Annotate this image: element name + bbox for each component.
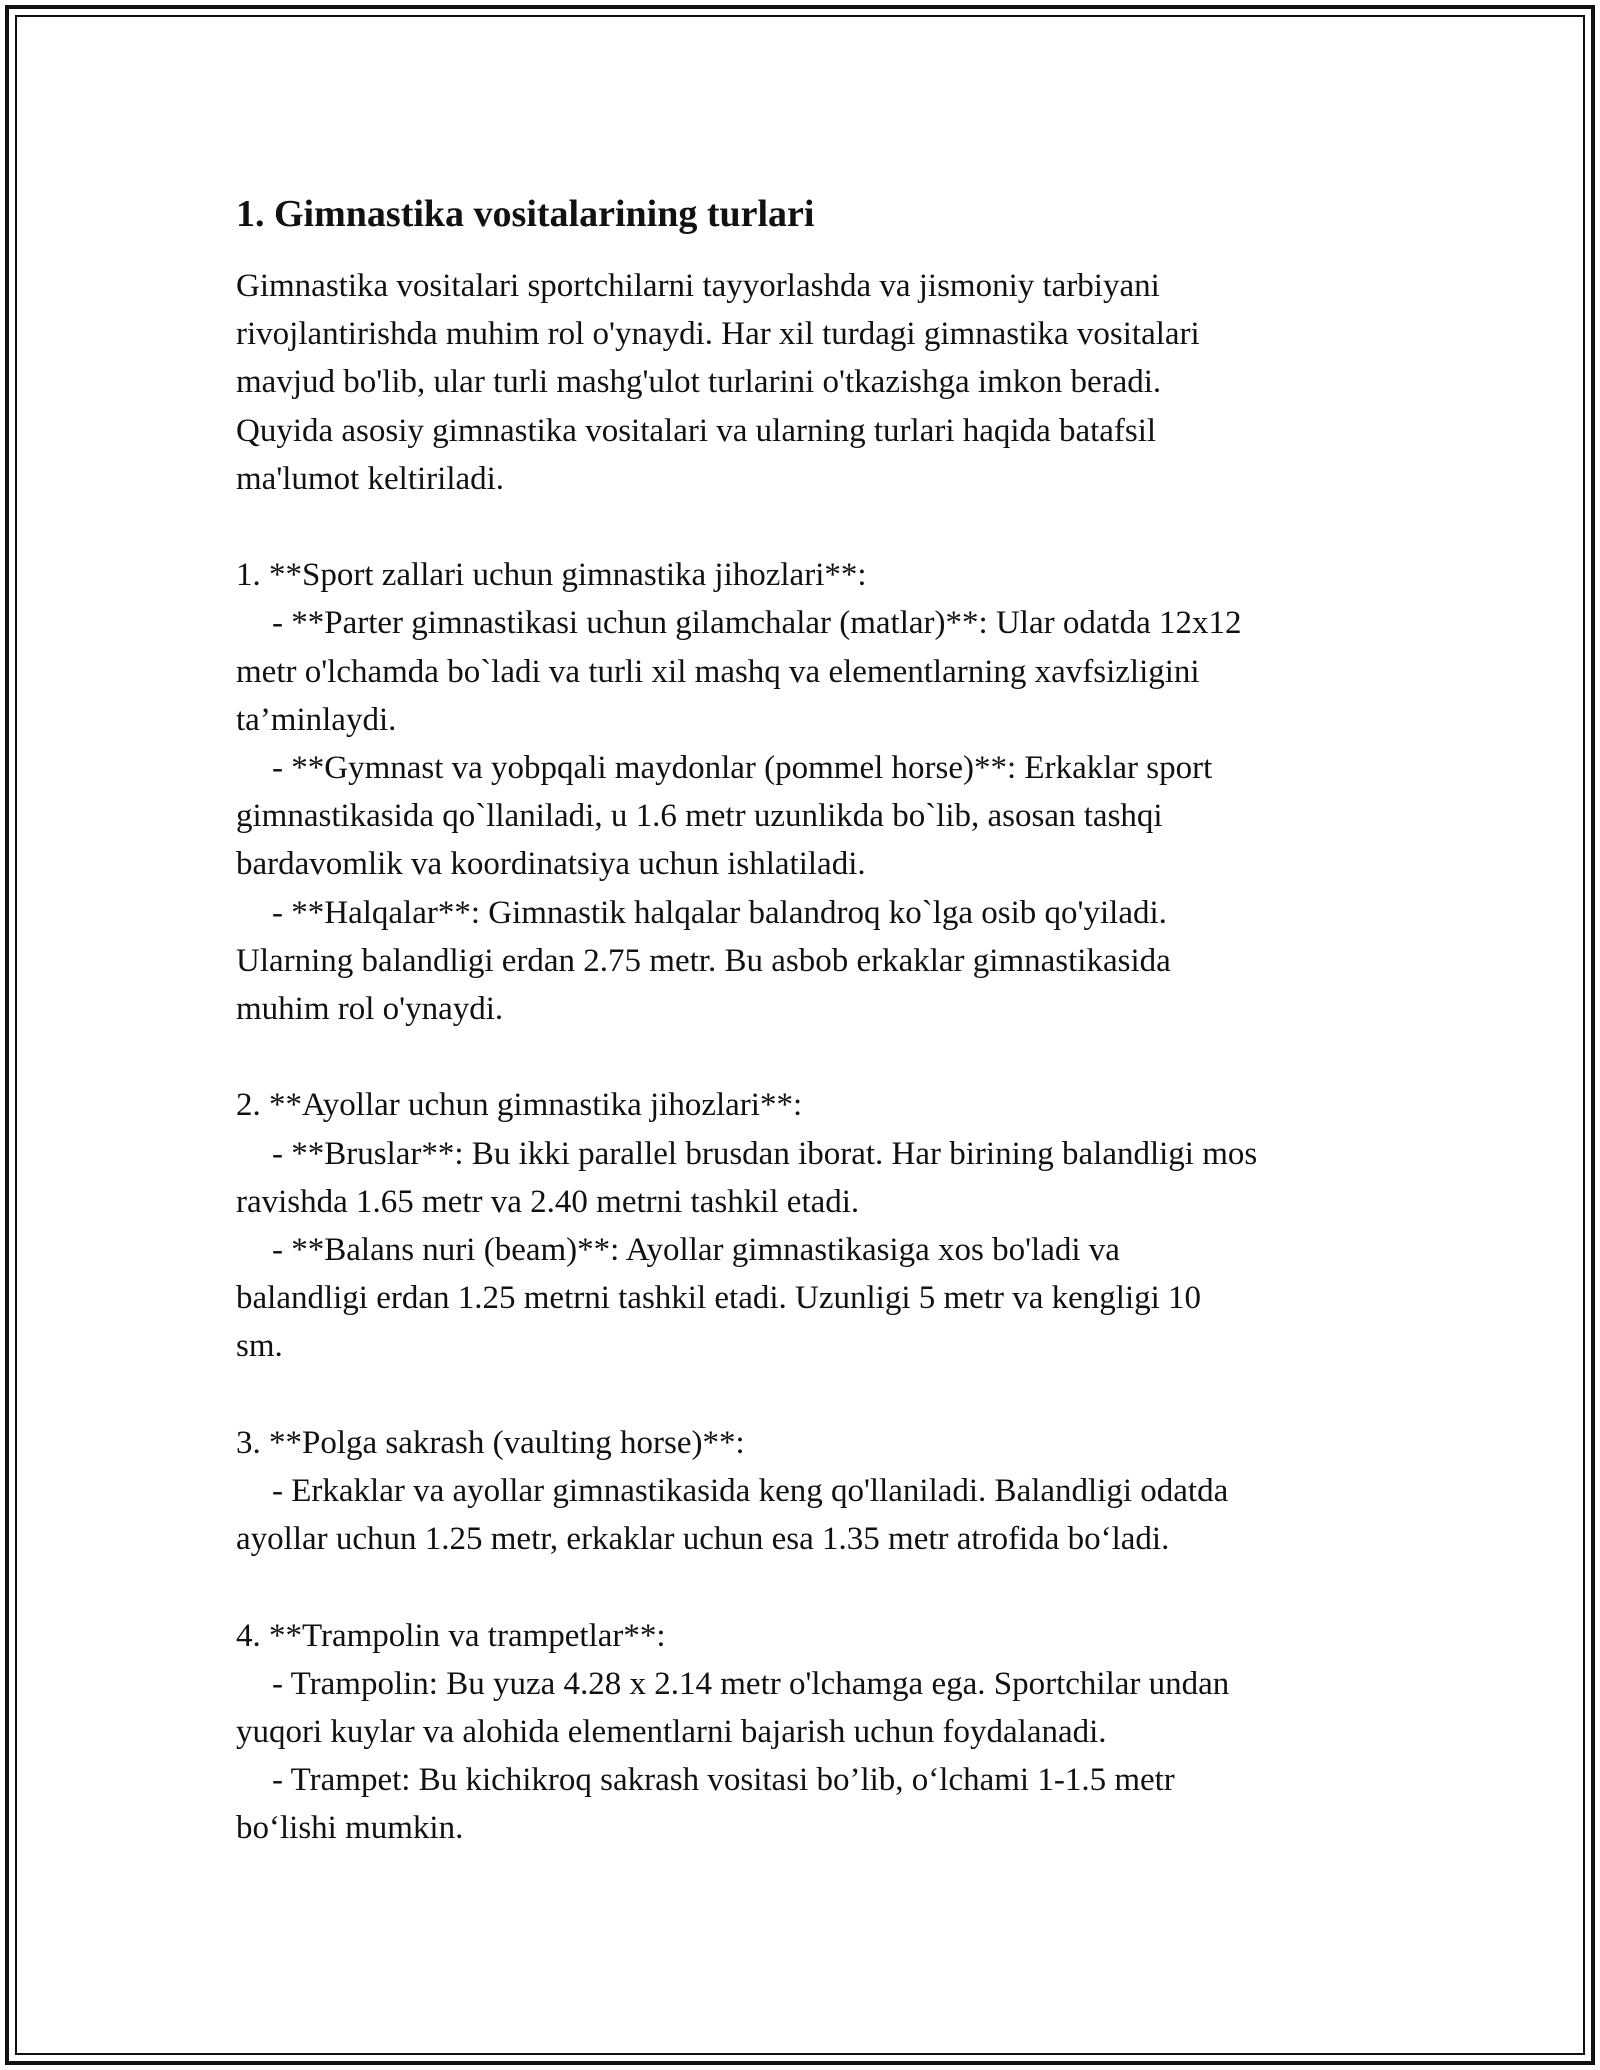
list-item-text: Ularning balandligi erdan 2.75 metr. Bu asbob erkaklar gimnastikasida	[236, 942, 1171, 979]
list-item-text: yuqori kuylar va alohida elementlarni bajarish uchun foydalanadi.	[236, 1714, 1107, 1751]
list-item-text: - **Balans nuri (beam)**: Ayollar gimnastikasiga xos bo'ladi va	[272, 1232, 1120, 1269]
section-title: 1. **Sport zallari uchun gimnastika jihozlari**:	[236, 557, 867, 594]
list-item	[236, 599, 1386, 744]
list-item-text: - **Halqalar**: Gimnastik halqalar balandroq ko`lga osib qo'yiladi.	[272, 894, 1167, 931]
list-item-text: muhim rol o'ynaydi.	[236, 991, 504, 1028]
list-item-text: - **Gymnast va yobpqali maydonlar (pommel horse)**: Erkaklar sport	[272, 750, 1213, 787]
list-item-text: gimnastikasida qo`llaniladi, u 1.6 metr uzunlikda bo`lib, asosan tashqi	[236, 798, 1163, 835]
intro-line: ma'lumot keltiriladi.	[236, 460, 505, 497]
list-item-text: ayollar uchun 1.25 metr, erkaklar uchun esa 1.35 metr atrofida bo‘ladi.	[236, 1521, 1170, 1558]
paragraph-gap	[236, 1033, 1386, 1081]
intro-line: Gimnastika vositalari sportchilarni tayyorlashda va jismoniy tarbiyani	[236, 268, 1160, 304]
list-item	[236, 889, 1386, 1034]
section-sport-halls	[236, 551, 1386, 1033]
paragraph-gap	[236, 1563, 1386, 1611]
list-item-text: - **Bruslar**: Bu ikki parallel brusdan iborat. Har birining balandligi mos	[272, 1135, 1258, 1172]
intro-paragraph	[236, 262, 1386, 503]
intro-line: rivojlantirishda muhim rol o'ynaydi. Har xil turdagi gimnastika vositalari	[236, 316, 1200, 353]
section-title: 4. **Trampolin va trampetlar**:	[236, 1617, 666, 1654]
list-item-text: bardavomlik va koordinatsiya uchun ishlatiladi.	[236, 846, 866, 883]
section-women-equipment	[236, 1081, 1386, 1370]
list-item	[236, 1130, 1386, 1226]
intro-line: Quyida asosiy gimnastika vositalari va ularning turlari haqida batafsil	[236, 412, 1157, 449]
list-item	[236, 1467, 1386, 1563]
document-body	[236, 188, 1386, 1853]
list-item-text: - **Parter gimnastikasi uchun gilamchalar (matlar)**: Ular odatda 12x12	[272, 605, 1242, 642]
list-item	[236, 1660, 1386, 1756]
paragraph-gap	[236, 1371, 1386, 1419]
intro-line: mavjud bo'lib, ular turli mashg'ulot turlarini o'tkazishga imkon beradi.	[236, 364, 1162, 401]
list-item-text: ta’minlaydi.	[236, 701, 397, 738]
section-title: 3. **Polga sakrash (vaulting horse)**:	[236, 1424, 745, 1461]
document-heading: 1. Gimnastika vositalarining turlari	[236, 193, 815, 235]
paragraph-gap	[236, 503, 1386, 551]
section-vaulting	[236, 1419, 1386, 1564]
section-trampoline	[236, 1612, 1386, 1853]
list-item-text: sm.	[236, 1328, 283, 1365]
list-item	[236, 1226, 1386, 1371]
list-item	[236, 744, 1386, 889]
list-item-text: - Erkaklar va ayollar gimnastikasida keng qo'llaniladi. Balandligi odatda	[272, 1473, 1229, 1510]
list-item-text: - Trampet: Bu kichikroq sakrash vositasi bo’lib, o‘lchami 1-1.5 metr	[272, 1762, 1175, 1799]
list-item-text: ravishda 1.65 metr va 2.40 metrni tashkil etadi.	[236, 1183, 860, 1220]
section-title: 2. **Ayollar uchun gimnastika jihozlari**:	[236, 1087, 803, 1124]
list-item-text: metr o'lchamda bo`ladi va turli xil mashq va elementlarning xavfsizligini	[236, 653, 1200, 690]
list-item-text: balandligi erdan 1.25 metrni tashkil etadi. Uzunligi 5 metr va kengligi 10	[236, 1280, 1202, 1317]
list-item	[236, 1756, 1386, 1852]
list-item-text: - Trampolin: Bu yuza 4.28 x 2.14 metr o'lchamga ega. Sportchilar undan	[272, 1665, 1230, 1702]
list-item-text: bo‘lishi mumkin.	[236, 1810, 464, 1847]
